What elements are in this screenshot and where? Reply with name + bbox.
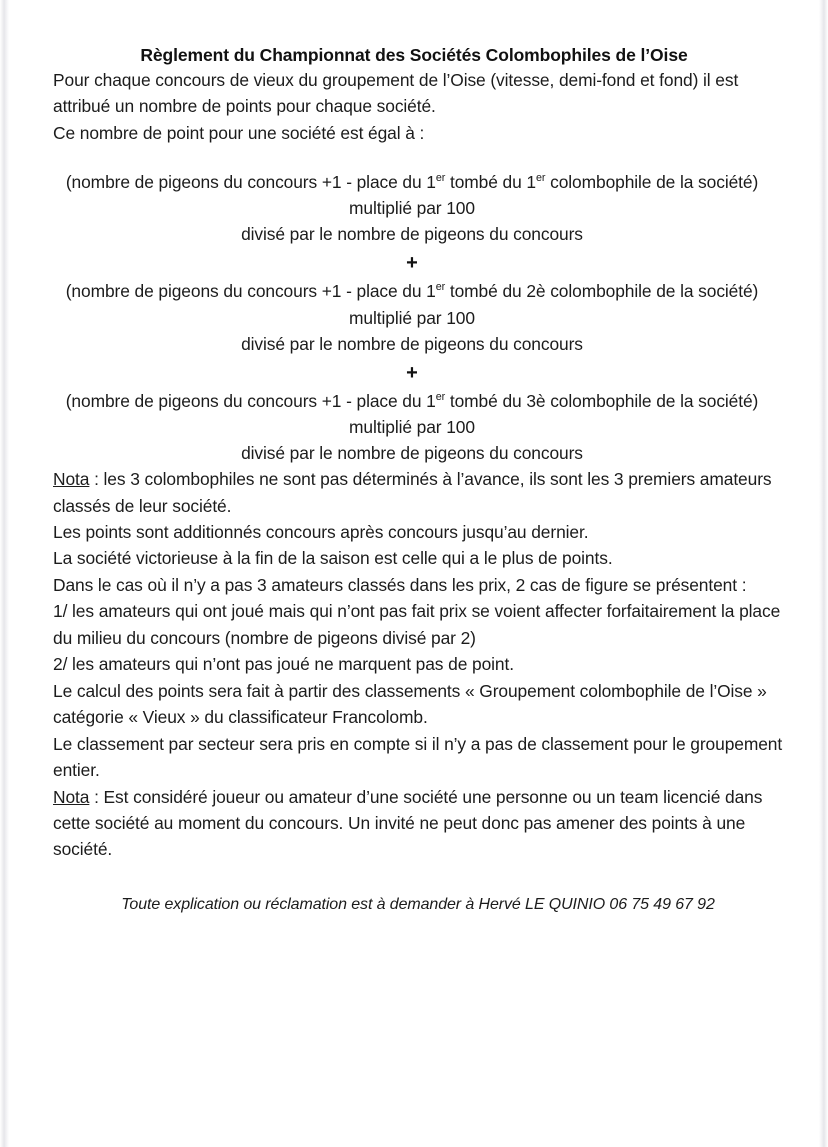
document-body — [9, 67, 819, 863]
formula-1-ordinal-1: er — [435, 172, 446, 185]
contact-footer-note: Toute explication ou réclamation est à demander à Hervé LE QUINIO 06 75 49 67 92 — [121, 895, 715, 913]
nota-text-1: : les 3 colombophiles ne sont pas déterminés à l’avance, ils sont les 3 premiers amateurs classés de leur société. — [53, 469, 772, 516]
formula-2-text-middle: tombé du 2è — [445, 281, 546, 302]
nota-paragraph-2 — [53, 784, 783, 863]
page-left-edge-shadow — [0, 0, 9, 1147]
cas-line-1: Dans le cas où il n’y a pas 3 amateurs classés dans les prix, 2 cas de figure se présentent : — [53, 574, 747, 595]
formula-1-ordinal-2: er — [536, 172, 546, 185]
formula-3-text-before: (nombre de pigeons du concours +1 - place du 1 — [65, 390, 436, 411]
page-sheet — [9, 0, 819, 1147]
nota-paragraph-1 — [53, 466, 783, 519]
formula-2-line-2: divisé par le nombre de pigeons du concours — [241, 333, 583, 354]
formula-2-ordinal-1: er — [435, 281, 446, 294]
victorieuse-paragraph: La société victorieuse à la fin de la saison est celle qui a le plus de points. — [53, 548, 613, 569]
plus-operator-2: + — [406, 361, 418, 384]
formula-2-text-after: colombophile de la société) multiplié par 100 — [349, 281, 759, 328]
nota-label-2: Nota — [53, 786, 90, 807]
formula-2 — [63, 278, 761, 356]
formula-3-line-2: divisé par le nombre de pigeons du concours — [241, 442, 583, 463]
formula-2-text-before: (nombre de pigeons du concours +1 - place du 1 — [65, 281, 436, 302]
formula-3-text-middle: tombé du 3è — [445, 390, 546, 411]
intro-line-2: Ce nombre de point pour une société est égal à : — [53, 122, 425, 143]
formula-1 — [63, 169, 761, 247]
formula-1-text-before: (nombre de pigeons du concours +1 - place du 1 — [65, 172, 436, 193]
formula-1-text-middle: tombé du 1 — [445, 172, 536, 193]
formula-2-line-1 — [63, 278, 761, 330]
page-right-edge-shadow — [819, 0, 828, 1147]
formula-3-line-1 — [63, 388, 761, 440]
formula-3-text-after: colombophile de la société) multiplié par 100 — [349, 390, 759, 437]
formula-group — [53, 169, 783, 466]
formula-1-line-1 — [63, 169, 761, 221]
plus-operator-1: + — [406, 252, 418, 275]
cas-line-3: 2/ les amateurs qui n’ont pas joué ne marquent pas de point. — [53, 654, 514, 675]
formula-3-ordinal-1: er — [435, 390, 446, 403]
intro-paragraph — [53, 67, 783, 146]
cas-line-2: 1/ les amateurs qui ont joué mais qui n’ont pas fait prix se voient affecter forfaitairement la place du milieu du concours (nombre de pigeons divisé par 2) — [53, 601, 781, 648]
nota-text-2: : Est considéré joueur ou amateur d’une société une personne ou un team licencié dans cette société au moment du concours. Un invité ne peut donc pas amener des points à une société. — [53, 786, 763, 860]
intro-line-1: Pour chaque concours de vieux du groupement de l’Oise (vitesse, demi-fond et fond) il est attribué un nombre de points pour chaque société. — [53, 69, 739, 117]
page-title: Règlement du Championnat des Sociétés Colombophiles de l’Oise — [140, 45, 688, 65]
cas-de-figure-paragraph — [53, 572, 783, 678]
formula-3 — [63, 388, 761, 466]
nota-label-1: Nota — [53, 469, 90, 490]
formula-1-text-after: colombophile de la société) multiplié par 100 — [349, 172, 759, 219]
secteur-paragraph: Le classement par secteur sera pris en compte si il n’y a pas de classement pour le groupement entier. — [53, 733, 783, 781]
formula-1-line-2: divisé par le nombre de pigeons du concours — [241, 224, 583, 245]
points-paragraph: Les points sont additionnés concours après concours jusqu’au dernier. — [53, 522, 589, 542]
calcul-paragraph: Le calcul des points sera fait à partir des classements « Groupement colombophile de l’Oise » catégorie « Vieux » du classificateur Francolomb. — [53, 680, 767, 728]
